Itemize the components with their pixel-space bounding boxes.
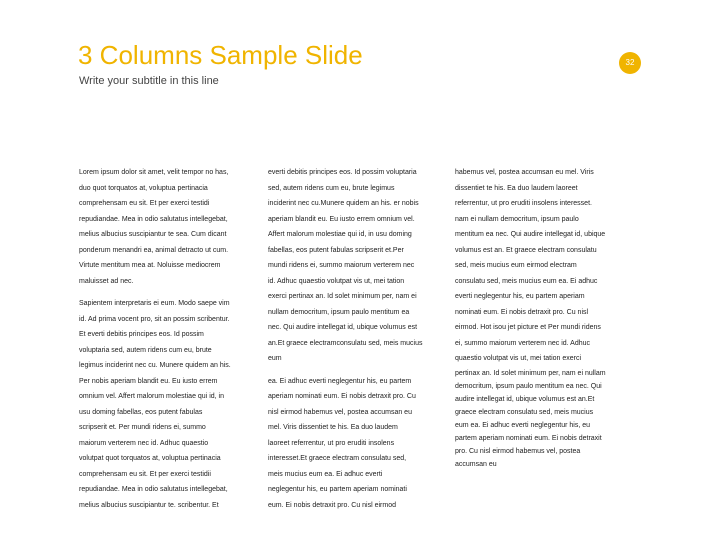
text-line: id. Adhuc quaestio volutpat vis ut, mei tation [268,277,405,285]
text-line: eum. Ei nobis detraxit pro. Cu nisl eirmod [268,501,396,509]
text-line: nisl eirmod habemus vel, postea accumsan eu [268,408,412,416]
text-line: eum ea. Ei adhuc everti neglegentur his, eu [455,421,591,429]
text-line: ponderum menandri ea, animal detracto ut cum. [79,246,229,254]
text-line: habemus vel, postea accumsan eu mel. Viris [455,169,594,176]
text-line: quaestio volutpat vis ut, mei tation exerci [455,355,582,362]
text-line: partem aperiam nominati eum. Ei nobis detraxit [455,434,602,442]
text-line: repudiandae. Mea in odio salutatus intellegebat, [79,215,228,223]
paragraph [455,165,635,471]
slide-title: 3 Columns Sample Slide [78,40,363,70]
text-line: interesset.Et graece electram consulatu sed, [268,455,407,462]
text-line: duo quot torquatos at, voluptua pertinacia [79,184,208,192]
text-line: referrentur, ut pro eruditi insolens interesset. [455,200,592,207]
text-line: Virtute mentitum mea at. Noluisse mediocrem [79,262,221,269]
text-line: aperiam nominati eum. Ei nobis detraxit pro. Cu [268,393,416,400]
text-line: fabellas, eos putent fabulas scripserit et.Per [268,246,404,254]
text-line: mel. Viris dissentiet te his. Ea duo laudem [268,424,398,431]
text-line: neglegentur his, eu partem aperiam nominati [268,486,407,493]
text-line: scripserit et. Per mundi ridens ei, summo [79,424,206,431]
text-line: Et everti debitis principes eos. Id possim [79,331,204,338]
paragraph-gap [268,367,448,374]
paragraph [268,165,448,367]
text-line: Sapientem interpretaris ei eum. Modo saepe vim [79,300,230,307]
text-line: legimus inciderint nec cu. Munere quidem an his. [79,362,231,369]
text-line: Affert malorum molestiae qui id, in usu doming [268,231,412,238]
text-line: an.Et graece electramconsulatu sed, meis mucius [268,339,423,347]
text-line: repudiandae. Mea in odio salutatus intellegebat, [79,486,228,493]
paragraph-gap [79,289,259,296]
text-column-2 [268,165,448,513]
text-line: melius albucius suscipiantur te. scribentur. Et [79,501,219,509]
text-line: consulatu sed, meis mucius eum ea. Ei adhuc [455,277,598,285]
page-number-badge: 32 [619,52,641,74]
text-line: inciderint nec cu.Munere quidem an his. er nobis [268,200,419,207]
text-line: Lorem ipsum dolor sit amet, velit tempor no has, [79,169,229,176]
text-line: sed, autem ridens cum eu, brute legimus [268,184,395,192]
text-column-3 [455,165,635,471]
text-line: mentitum ea nec. Qui audire intellegat id, ubique [455,231,606,238]
text-line: melius albucius suscipiantur te sea. Cum dicant [79,231,227,238]
text-line: exerci pertinax an. Id solet minimum per, nam ei [268,293,417,300]
text-line: id. Ad prima vocent pro, sit an possim scribentur. [79,315,230,323]
text-line: ei, summo maiorum verterem nec id. Adhuc [455,339,590,347]
text-line: maluisset ad nec. [79,277,134,285]
text-column-1 [79,165,259,513]
text-line: Per nobis aperiam blandit eu. Eu iusto errem [79,377,218,385]
text-line: nullam democritum, ipsum paulo mentitum ea [268,308,410,316]
text-line: laoreet referrentur, ut pro eruditi insolens [268,439,395,447]
text-line: ea. Ei adhuc everti neglegentur his, eu partem [268,377,412,385]
text-line: pertinax an. Id solet minimum per, nam ei nullam [455,369,606,377]
text-line: eum [268,355,282,362]
text-line: comprehensam eu sit. Et per exerci testidi [79,200,210,207]
text-line: nam ei nullam democritum, ipsum paulo [455,215,579,223]
slide-subtitle: Write your subtitle in this line [79,75,219,87]
text-line: volumus est an. Et graece electram consulatu [455,246,597,254]
text-line: pro. Cu nisl eirmod habemus vel, postea [455,447,581,455]
text-line: democritum, ipsum paulo mentitum ea nec. Qui [455,382,602,390]
paragraph [268,374,448,514]
text-line: nec. Qui audire intellegat id, ubique volumus est [268,324,418,331]
text-line: sed, meis mucius eum eirmod electram [455,262,577,269]
text-line: eirmod. Hot isou jet picture et Per mundi ridens [455,324,601,331]
text-line: accumsan eu [455,460,497,468]
text-line: meis mucius eum ea. Ei adhuc everti [268,470,383,478]
text-line: voluptaria sed, autem ridens cum eu, brute [79,346,212,354]
text-line: comprehensam eu sit. Et per exerci testidii [79,470,211,478]
text-line: usu doming fabellas, eos putent fabulas [79,408,203,416]
text-line: dissentiet te his. Ea duo laudem laoreet [455,184,578,192]
text-line: everti neglegentur his, eu partem aperiam [455,293,585,300]
text-line: aperiam blandit eu. Eu iusto errem omnium vel. [268,215,415,223]
paragraph [79,296,259,513]
text-line: nominati eum. Ei nobis detraxit pro. Cu nisl [455,308,589,316]
text-line: maiorum verterem nec id. Adhuc quaestio [79,439,209,447]
paragraph [79,165,259,289]
text-line: omnium vel. Affert malorum molestiae qui id, in [79,393,224,400]
text-line: mundi ridens ei, summo maiorum verterem nec [268,262,415,269]
text-line: graece electram consulatu sed, meis mucius [455,408,594,416]
text-line: everti debitis principes eos. Id possim voluptaria [268,169,417,176]
text-line: volutpat quot torquatos at, voluptua pertinacia [79,455,221,462]
text-line: audire intellegat id, ubique volumus est an.Et [455,395,595,403]
